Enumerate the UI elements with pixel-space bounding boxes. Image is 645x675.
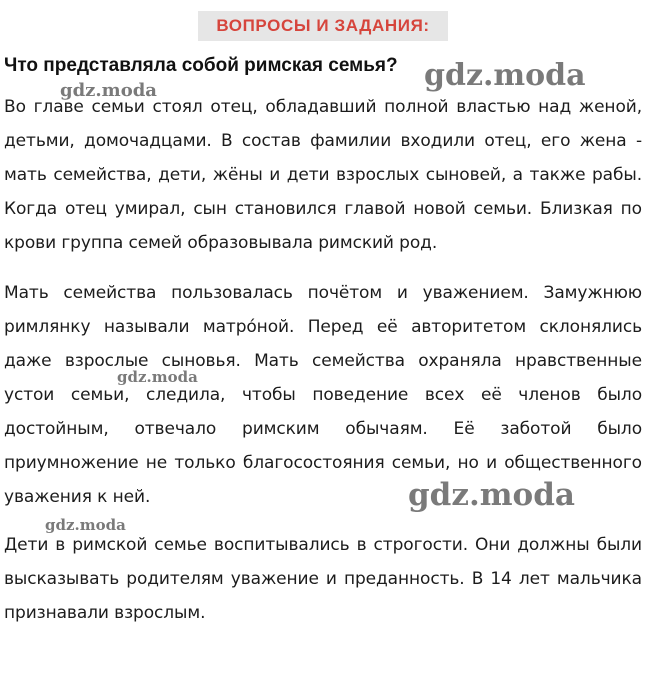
watermark: gdz.moda (60, 80, 157, 101)
answer-paragraph-3: Дети в римской семье воспитывались в строгости. Они должны были высказывать родителям уважение и преданность. В 14 лет мальчика признавали взрослым. (4, 535, 642, 623)
section-header-badge (198, 11, 448, 41)
answer-paragraph-2: Мать семейства пользовалась почётом и уважением. Замужнюю римлянку называли матро́ной. Перед её авторитетом склонялись даже взрослые сыновья. Мать семейства охраняла нравственные устои семьи, следила, чтобы поведение всех её членов было достойным, отвечало римским обычаям. Её заботой было приумножение не только благосостояния семьи, но и общественного уважения к ней. (4, 283, 642, 507)
watermark: gdz.moda (424, 58, 586, 93)
answer-paragraph-1: Во главе семьи стоял отец, обладавший полной властью над женой, детьми, домочадцами. В состав фамилии входили отец, его жена - мать семейства, дети, жёны и дети взрослых сыновей, а также рабы. Когда отец умирал, сын становился главой новой семьи. Близкая по крови группа семей образовывала римский род. (4, 97, 642, 253)
watermark: gdz.moda (408, 477, 575, 513)
watermark: gdz.moda (45, 516, 126, 534)
question-heading: Что представляла собой римская семья? (4, 55, 398, 76)
section-header-title: ВОПРОСЫ И ЗАДАНИЯ: (216, 16, 430, 35)
watermark: gdz.moda (117, 368, 198, 386)
